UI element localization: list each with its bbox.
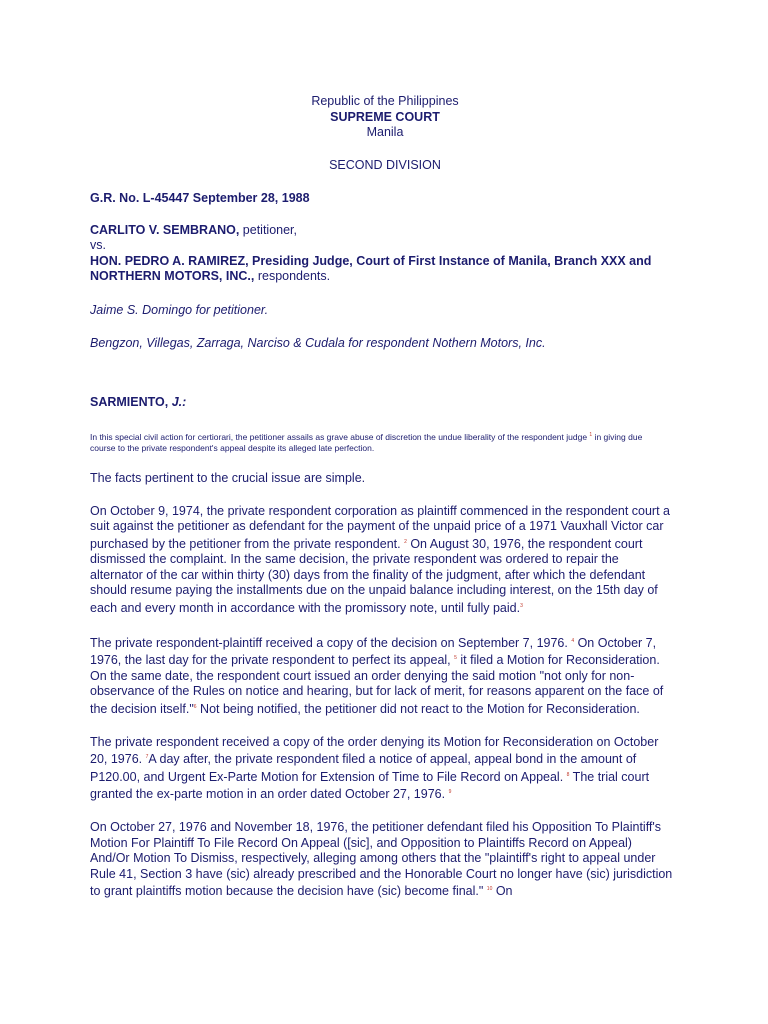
body-paragraph [90, 634, 674, 718]
petitioner-name: CARLITO V. SEMBRANO, [90, 222, 240, 237]
paragraph-text: The private respondent received a copy of the order denying its Motion for Reconsideration on October 20, 1976. [90, 734, 659, 767]
city-line: Manila [366, 125, 404, 139]
paragraph-text: Not being notified, the petitioner did not react to the Motion for Reconsideration. [196, 702, 640, 717]
intro-text: in giving due course to the private respondent's appeal despite its alleged late perfection. [90, 431, 643, 454]
footnote-ref[interactable]: 5 [454, 655, 457, 662]
footnote-ref[interactable]: 9 [448, 789, 452, 796]
case-number: G.R. No. L-45447 September 28, 1988 [90, 190, 310, 205]
respondent-line [90, 254, 670, 285]
ponente [90, 395, 670, 409]
respondent-role: respondents. [254, 269, 331, 283]
respondent-counsel: Bengzon, Villegas, Zarraga, Narciso & Cudala for respondent Nothern Motors, Inc. [90, 335, 546, 350]
footnote-ref[interactable]: 4 [571, 637, 575, 644]
ponente-title: J.: [171, 394, 187, 409]
paragraph-text: On October 7, 1976, the last day for the private respondent to perfect its appeal, [90, 635, 657, 668]
petitioner-line [90, 223, 670, 239]
republic-line: Republic of the Philippines [311, 94, 459, 108]
court-header [90, 94, 680, 141]
paragraph-text: The trial court granted the ex-parte motion in an order dated October 27, 1976. [90, 769, 650, 802]
body-paragraph [90, 820, 674, 900]
paragraph-text: it filed a Motion for Reconsideration. On the same date, the respondent court issued an order denying the said motion "not only for non-observance of the Rules on notice and hearing, but for lack of merit, for reasons apparent on the face of the decision itself." [90, 653, 664, 717]
footnote-ref[interactable]: 2 [404, 538, 407, 545]
paragraph-text: On August 30, 1976, the respondent court dismissed the complaint. In the same decision, the private respondent was ordered to repair the alternator of the car within thirty (30) days from the finality of the judgment, after which the defendant should resume paying the installments due on the unpaid balance including interest, on the 15th day of each and every month in accordance with the promissory note, until fully paid. [90, 536, 658, 616]
paragraph-text: A day after, the private respondent filed a notice of appeal, appeal bond in the amount of P120.00, and Urgent Ex-Parte Motion for Extension of Time to File Record on Appeal. [90, 752, 637, 784]
body-paragraph [90, 735, 674, 803]
footnote-ref[interactable]: 10 [486, 886, 493, 893]
versus-line: vs. [90, 238, 106, 252]
paragraph-text: On October 27, 1976 and November 18, 1976, the petitioner defendant filed his Opposition To Plaintiff's Motion For Plaintiff To File Record On Appeal ([sic], and Opposition to Plaintiffs Record on Appeal) And/Or Motion To Dismiss, respectively, alleging among others that the "plaintiff's right to appeal under Rule 41, Section 3 have (sic) already prescribed and the Honorable Court no longer have (sic) jurisdiction to grant plaintiffs motion because the decision have (sic) become final." [90, 820, 673, 899]
document-page [90, 0, 673, 900]
intro-paragraph [90, 429, 670, 455]
footnote-ref[interactable]: 8 [566, 771, 570, 778]
footnote-ref[interactable]: 6 [193, 703, 197, 710]
footnote-ref[interactable]: 3 [520, 602, 523, 609]
court-name: SUPREME COURT [330, 109, 440, 124]
paragraph-text: On October 9, 1974, the private respondent corporation as plaintiff commenced in the respondent court a suit against the petitioner as defendant for the payment of the unpaid price of a 1971 Vauxhall Victor car purchased by the petitioner from the private respondent. [90, 503, 670, 551]
body-paragraph: The facts pertinent to the crucial issue are simple. [90, 471, 366, 486]
footnote-ref[interactable]: 1 [589, 431, 593, 438]
body-paragraph [90, 504, 674, 617]
petitioner-counsel: Jaime S. Domingo for petitioner. [90, 302, 269, 317]
footnote-ref[interactable]: 7 [145, 754, 149, 761]
paragraph-text: On [492, 884, 513, 899]
intro-text: In this special civil action for certiorari, the petitioner assails as grave abuse of discretion the undue liberality of the respondent judge [90, 431, 590, 442]
respondent-names: HON. PEDRO A. RAMIREZ, Presiding Judge, Court of First Instance of Manila, Branch XXX and NORTHERN MOTORS, INC., [90, 253, 652, 283]
petitioner-role: petitioner, [239, 222, 298, 237]
case-parties [90, 223, 670, 285]
ponente-name: SARMIENTO, [90, 394, 172, 409]
paragraph-text: The private respondent-plaintiff received a copy of the decision on September 7, 1976. [90, 635, 572, 650]
division-title: SECOND DIVISION [329, 157, 441, 172]
